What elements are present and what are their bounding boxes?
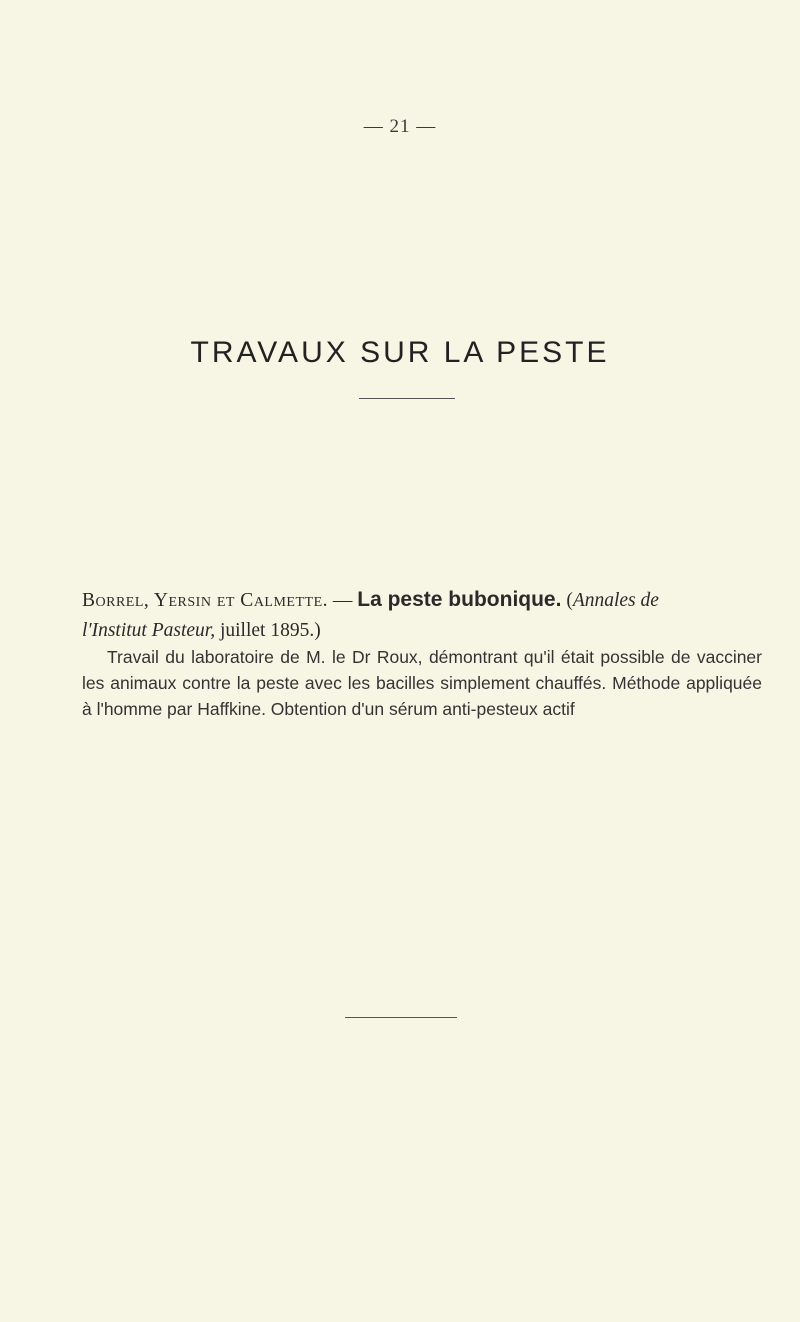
entry-journal: Annales de l'Institut Pasteur,	[82, 590, 659, 641]
entry-date: juillet 1895.)	[215, 620, 321, 641]
end-divider	[345, 1017, 457, 1018]
section-title: TRAVAUX SUR LA PESTE	[190, 336, 610, 369]
bibliography-entry	[82, 585, 722, 646]
entry-dash: —	[328, 590, 358, 611]
entry-authors: Borrel, Yersin et Calmette.	[82, 590, 329, 611]
page-number: — 21 —	[363, 116, 437, 137]
entry-journal-open: (	[561, 590, 573, 611]
title-divider	[359, 398, 455, 399]
entry-abstract: Travail du laboratoire de M. le Dr Roux, démontrant qu'il était possible de vacciner les animaux contre la peste avec les bacilles simplement chauffés. Méthode appliquée à l'homme par Haffkine. Obtention d'un sérum anti-pesteux actif	[82, 647, 762, 719]
entry-title: La peste bubonique.	[357, 588, 562, 611]
